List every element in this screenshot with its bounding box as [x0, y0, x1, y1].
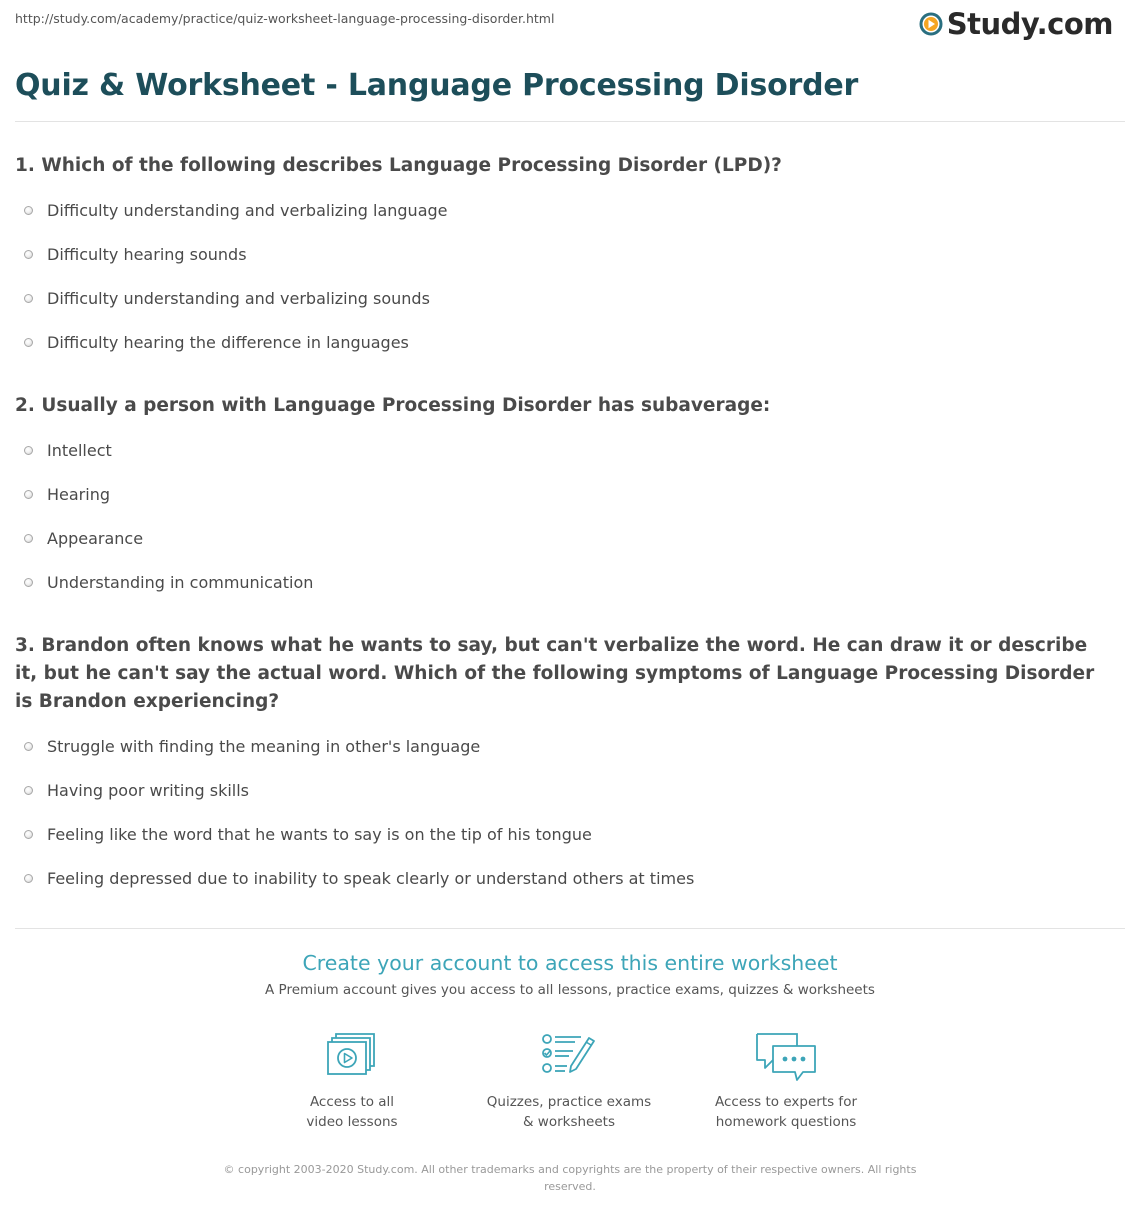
answer-option[interactable] — [15, 724, 1115, 768]
title-divider — [15, 121, 1125, 122]
feature-label: Quizzes, practice exams & worksheets — [486, 1094, 652, 1130]
answer-option[interactable] — [15, 276, 1115, 320]
answer-label: Appearance — [47, 528, 144, 548]
page-url: http://study.com/academy/practice/quiz-worksheet-language-processing-disorder.html — [15, 11, 555, 26]
quiz-checklist-icon — [541, 1032, 597, 1080]
radio-button[interactable] — [24, 874, 33, 883]
video-lessons-icon — [326, 1032, 378, 1082]
answer-label: Struggle with finding the meaning in other's language — [47, 736, 481, 756]
answer-label: Difficulty hearing the difference in languages — [47, 332, 409, 352]
feature-video-lessons[interactable] — [242, 1032, 462, 1132]
section-divider — [15, 928, 1125, 929]
radio-button[interactable] — [24, 338, 33, 347]
cta-heading[interactable]: Create your account to access this entire worksheet — [302, 951, 838, 975]
feature-label: Access to experts for homework questions — [714, 1094, 857, 1130]
worksheet-page — [15, 0, 1125, 1193]
question-1 — [15, 152, 1115, 364]
radio-button[interactable] — [24, 490, 33, 499]
question-3 — [15, 632, 1115, 900]
answer-label: Feeling depressed due to inability to speak clearly or understand others at times — [47, 868, 695, 888]
answer-label: Feeling like the word that he wants to say is on the tip of his tongue — [47, 824, 592, 844]
question-text: 3. Brandon often knows what he wants to say, but can't verbalize the word. He can draw it or describe it, but he can't say the actual word. Which of the following symptoms of Language Processing Disorder is Brandon experiencing? — [15, 635, 1095, 712]
answer-label: Hearing — [47, 484, 110, 504]
radio-button[interactable] — [24, 830, 33, 839]
answer-option[interactable] — [15, 812, 1115, 856]
answer-label: Having poor writing skills — [47, 780, 250, 800]
feature-label: Access to all video lessons — [306, 1094, 398, 1130]
answer-list — [15, 724, 1115, 900]
answer-label: Intellect — [47, 440, 112, 460]
radio-button[interactable] — [24, 742, 33, 751]
chat-bubbles-icon — [753, 1032, 819, 1088]
answer-option[interactable] — [15, 516, 1115, 560]
answer-label: Difficulty understanding and verbalizing sounds — [47, 288, 430, 308]
question-text: 1. Which of the following describes Language Processing Disorder (LPD)? — [15, 155, 782, 176]
answer-option[interactable] — [15, 768, 1115, 812]
answer-label: Difficulty understanding and verbalizing language — [47, 200, 448, 220]
feature-quizzes[interactable] — [459, 1032, 679, 1132]
question-text: 2. Usually a person with Language Processing Disorder has subaverage: — [15, 395, 771, 416]
copyright-footer: © copyright 2003-2020 Study.com. All other trademarks and copyrights are the property of their respective owners. All rights reserved. — [223, 1163, 917, 1193]
feature-experts[interactable] — [676, 1032, 896, 1132]
answer-option[interactable] — [15, 232, 1115, 276]
answer-label: Difficulty hearing sounds — [47, 244, 247, 264]
answer-option[interactable] — [15, 560, 1115, 604]
answer-option[interactable] — [15, 856, 1115, 900]
radio-button[interactable] — [24, 206, 33, 215]
page-title: Quiz & Worksheet - Language Processing Disorder — [15, 68, 859, 103]
answer-list — [15, 428, 1115, 604]
cta-subtext: A Premium account gives you access to all lessons, practice exams, quizzes & worksheets — [265, 982, 875, 998]
radio-button[interactable] — [24, 578, 33, 587]
answer-option[interactable] — [15, 472, 1115, 516]
radio-button[interactable] — [24, 446, 33, 455]
radio-button[interactable] — [24, 786, 33, 795]
logo-text: Study.com — [946, 7, 1113, 41]
answer-option[interactable] — [15, 320, 1115, 364]
radio-button[interactable] — [24, 294, 33, 303]
answer-list — [15, 188, 1115, 364]
radio-button[interactable] — [24, 534, 33, 543]
play-circle-icon — [919, 12, 943, 36]
answer-label: Understanding in communication — [47, 572, 314, 592]
question-2 — [15, 392, 1115, 604]
answer-option[interactable] — [15, 428, 1115, 472]
study-logo[interactable] — [919, 8, 1113, 40]
answer-option[interactable] — [15, 188, 1115, 232]
radio-button[interactable] — [24, 250, 33, 259]
top-bar — [15, 0, 1125, 48]
